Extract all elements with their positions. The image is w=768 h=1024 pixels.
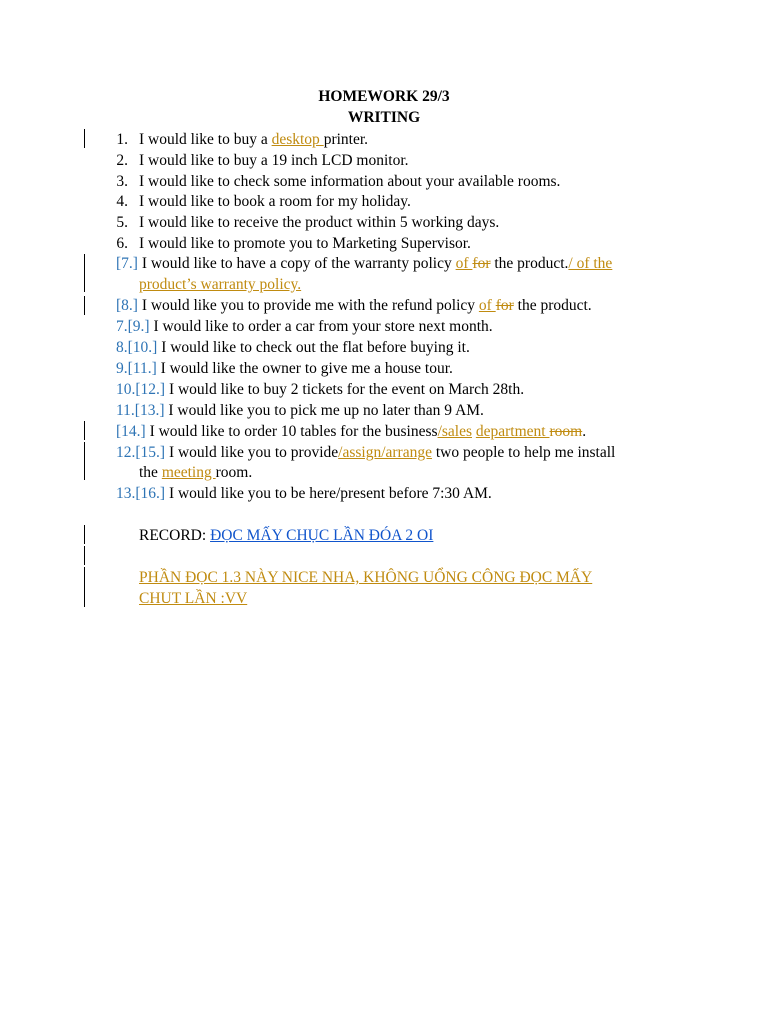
item-number: 10.[12.] [116,381,166,398]
change-bar [84,129,85,148]
document-page: HOMEWORK 29/3 WRITING 1. I would like to buy a desktop printer. 2. I would like to buy a 19 inch LCD monitor. 3. I would like to check some information about your available rooms. 4. I would like to book a room for my holiday. 5. I would like to receive the product within 5 working days. 6. I would like to promote you to Marketing Supervisor. [7.] I would like to have a copy of the warranty policy of for the product./ of the product’s warranty policy. [8.] I would like you to provide me with the refund policy of for the product. 7.[9.] I would like to order a car from your store next month. 8.[10.] I would like to check out the flat before buying it. 9.[11.] I would like the owner to give me a house tour. 10.[12.] I would like to buy 2 tickets for the event on March 28th. 11.[13.] I would like you to pick me up no later than 9 AM. [14.] I would like to order 10 tables for the business/sales department room. 12.[15.] I would like you to provide/assign/arrange two people to help me install the meeting room. 13.[16.] I would like you to be here/present before 7:30 AM. RECORD: ĐỌC MẤY CHỤC LẦN ĐÓA 2 OI PHẦN ĐỌC 1.3 NÀY NICE NHA, KHÔNG UỔNG CÔNG ĐỌC MẤY CHUT LẦN :VV [0,0,768,1024]
note-text: PHẦN ĐỌC 1.3 NÀY NICE NHA, KHÔNG UỔNG CÔNG ĐỌC MẤY [139,569,593,586]
text-run: I would like to buy a [139,131,272,148]
item-number: 9.[11.] [116,360,157,377]
change-bar [84,546,85,565]
item-text [139,150,409,171]
item-text [139,191,411,212]
document-subtitle: WRITING [347,109,421,126]
item-number: 12.[15.] [116,444,166,461]
record-link[interactable]: ĐỌC MẤY CHỤC LẦN ĐÓA 2 OI [210,527,434,544]
item-number: 5. [116,214,128,231]
item-number: 7.[9.] [116,318,150,335]
record-label: RECORD: [139,527,211,544]
change-bar [84,525,85,544]
item-number: 11.[13.] [116,402,165,419]
change-bar [84,567,85,607]
change-bar [84,442,85,480]
item-number: [14.] [116,423,146,440]
item-number: 8.[10.] [116,339,158,356]
text-run: I would like to promote you to Marketing Supervisor. [139,235,471,252]
item-number: 4. [116,193,128,210]
text-run: I would like to buy a 19 inch LCD monitor. [139,152,409,169]
item-number: 6. [116,235,128,252]
item-text [139,212,499,233]
item-number: 3. [116,173,128,190]
change-bar [84,254,85,292]
inserted-text: desktop [271,131,324,148]
document-title: HOMEWORK 29/3 [318,88,450,105]
text-run: I would like to book a room for my holiday. [139,193,411,210]
item-text [139,171,560,192]
change-bar [84,296,85,315]
item-number: 2. [116,152,128,169]
note-text: CHUT LẦN :VV [139,590,248,607]
inserted-text: product’s warranty policy. [139,276,302,293]
item-number: [7.] I would like to have a copy of the warranty policy of for the product./ of the [116,255,613,272]
item-text [139,233,471,254]
text-run: I would like to check some information about your available rooms. [139,173,561,190]
text-run: I would like to receive the product within 5 working days. [139,214,500,231]
text-run: printer. [323,131,369,148]
item-number: [8.] [116,297,138,314]
change-bar [84,421,85,440]
item-number: 13.[16.] [116,485,166,502]
item-text [139,129,368,150]
item-number: 1. [116,131,128,148]
